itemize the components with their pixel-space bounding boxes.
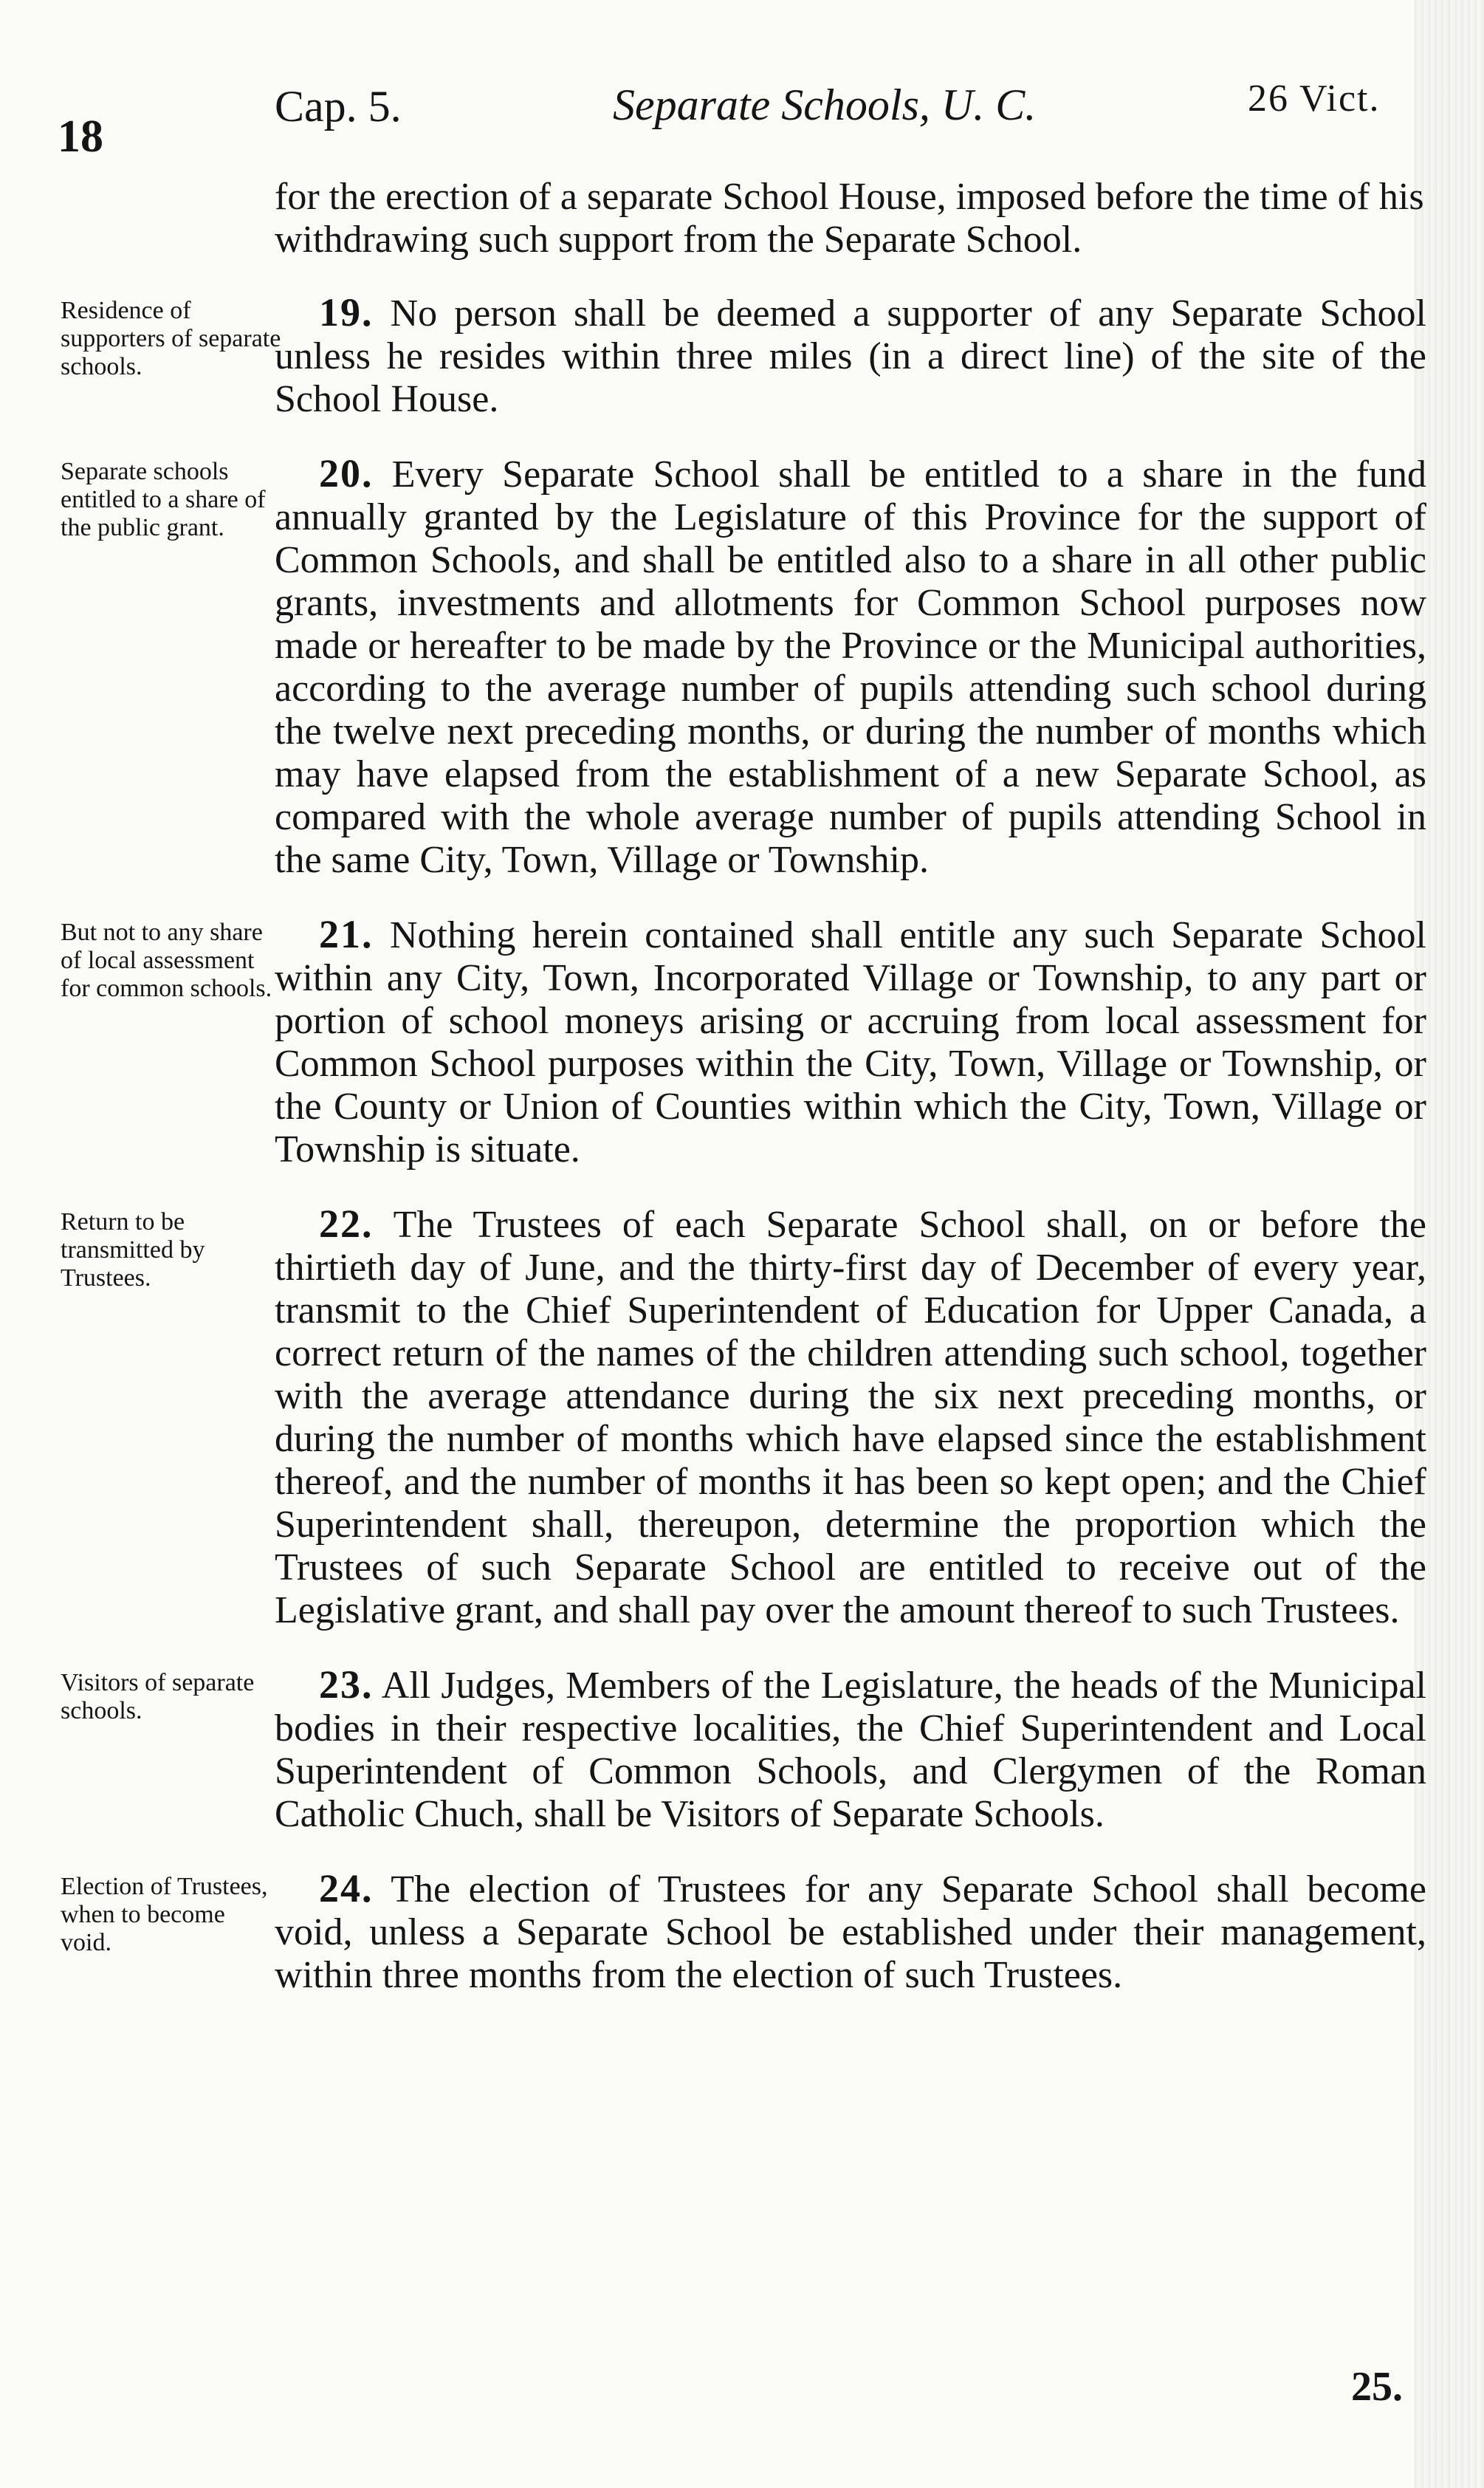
section-21 (0, 913, 1484, 1171)
margin-note: But not to any share of local assessment for common schools. (61, 919, 272, 1002)
chapter-label: Cap. 5. (275, 82, 402, 131)
margin-note: Return to be transmitted by Trustees. (61, 1208, 205, 1292)
section-text (275, 291, 1426, 421)
paragraph-text: No person shall be deemed a supporter of any Separate School unless he resides within three miles (in a direct line) of the site of the School House. (275, 292, 1426, 420)
margin-note: Visitors of separate schools. (61, 1669, 255, 1724)
paragraph-text: for the erection of a separate School House, imposed before the time of his withdrawing such support from the Separate School. (275, 176, 1424, 261)
paragraph-text: The Trustees of each Separate School shall, on or before the thirtieth day of June, and the thirty-first day of December of every year, transmit to the Chief Superintendent of Education for Upper Canada, a correct return of the names of the children attending such school, together with the average attendance during the six next preceding months, or during the number of months which have elapsed since the establishment thereof, and the number of months it has been so kept open; and the Chief Superintendent shall, thereupon, determine the proportion which the Trustees of such Separate School are entitled to receive out of the Legislative grant, and shall pay over the amount thereof to such Trustees. (275, 1204, 1426, 1631)
section-22 (0, 1202, 1484, 1632)
margin-note: Election of Trustees, when to become void. (61, 1873, 268, 1956)
section-number: 19. (319, 290, 374, 335)
section-text (275, 452, 1426, 882)
catchword: 25. (1351, 2364, 1403, 2410)
section-number: 24. (319, 1866, 374, 1910)
margin-note: Separate schools entitled to a share of the public grant. (61, 458, 266, 541)
section-text (275, 913, 1426, 1171)
section-number: 23. (319, 1662, 374, 1707)
paragraph-continuation (0, 176, 1484, 261)
section-text (275, 1663, 1426, 1836)
section-number: 21. (319, 912, 374, 956)
section-23 (0, 1663, 1484, 1836)
paragraph-text: All Judges, Members of the Legislature, the heads of the Municipal bodies in their respective localities, the Chief Superintendent and Local Superintendent of Common Schools, and Clergymen of the Roman Catholic Chuch, shall be Visitors of Separate Schools. (275, 1665, 1426, 1835)
section-number: 22. (319, 1202, 374, 1246)
regnal-year: 26 Vict. (1248, 78, 1381, 120)
page-number: 18 (58, 112, 103, 162)
section-text (275, 1202, 1426, 1632)
paragraph-text: Nothing herein contained shall entitle any such Separate School within any City, Town, Incorporated Village or Township, to any part or portion of school moneys arising or accruing from local assessment for Common School purposes within the City, Town, Village or Township, or the County or Union of Counties within which the City, Town, Village or Township is situate. (275, 914, 1427, 1171)
running-title: Separate Schools, U. C. (613, 80, 1037, 129)
page-body (0, 176, 1484, 2028)
paragraph-text: Every Separate School shall be entitled to a share in the fund annually granted by the Legislature of this Province for the support of Common Schools, and shall be entitled also to a share in all other public grants, investments and allotments for Common School purposes now made or hereafter to be made by the Province or the Municipal authorities, according to the average number of pupils attending such school during the twelve next preceding months, or during the number of months which may have elapsed from the establishment of a new Separate School, as compared with the whole average number of pupils attending School in the same City, Town, Village or Township. (275, 453, 1426, 881)
section-20 (0, 452, 1484, 882)
section-19 (0, 291, 1484, 421)
section-24 (0, 1867, 1484, 1997)
page-header (0, 74, 1484, 162)
section-text (275, 1867, 1426, 1997)
section-number: 20. (319, 451, 374, 496)
paragraph-text: The election of Trustees for any Separate School shall become void, unless a Separate School be established under their management, within three months from the election of such Trustees. (275, 1868, 1426, 1996)
margin-note: Residence of supporters of separate schools. (61, 297, 281, 380)
